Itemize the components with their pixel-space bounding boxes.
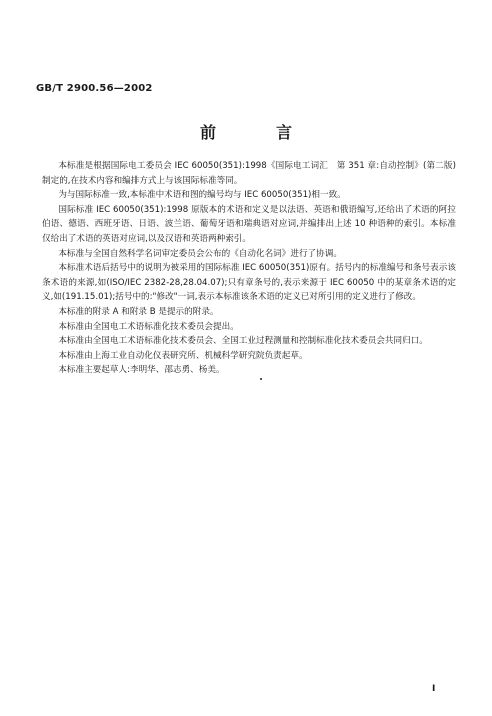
paragraph-numbering: 为与国际标准一致,本标准中术语和图的编号均与 IEC 60050(351)相一致。 xyxy=(58,190,346,201)
paragraph-drafters: 本标准主要起草人:李明华、邵志勇、杨美。 xyxy=(58,365,225,376)
paragraph-languages: 国际标准 IEC 60050(351):1998 原版本的术语和定义是以法语、英语和俄语编写,还给出了术语的阿拉伯语、德语、西班牙语、日语、波兰语、葡萄牙语和瑞典语对应词,并编排出上述 10 种语种的索引。本标准仅给出了术语的英语对应词,以及汉语和英语两种索引。 xyxy=(42,204,456,244)
paragraph-appendix: 本标准的附录 A 和附录 B 是提示的附录。 xyxy=(58,306,219,317)
paragraph-basis: 本标准是根据国际电工委员会 IEC 60050(351):1998《国际电工词汇 第 351 章:自动控制》(第二版)制定的,在技术内容和编排方式上与该国际标准等同。 xyxy=(42,161,456,186)
paragraph-coordination: 本标准与全国自然科学名词审定委员会公布的《自动化名词》进行了协调。 xyxy=(58,248,342,259)
page-number: Ⅰ xyxy=(432,684,436,694)
scan-speck xyxy=(260,378,262,380)
paragraph-brackets: 本标准术语后括号中的说明为被采用的国际标准 IEC 60050(351)原有。括号内的标准编号和条号表示该条术语的来源,如(ISO/IEC 2382-28,28.04.07);只有章条号的,表示来源于 IEC 60050 中的某章条术语的定义,如(191.15.01);括号中的:"修改"一词,表示本标准该条术语的定义已对所引用的定义进行了修改。 xyxy=(42,263,456,303)
standard-code: GB/T 2900.56—2002 xyxy=(36,83,153,94)
foreword-body xyxy=(42,159,456,378)
page-title: 前 言 xyxy=(199,123,314,142)
paragraph-proposed-by: 本标准由全国电工术语标准化技术委员会提出。 xyxy=(58,321,239,332)
paragraph-drafting-units: 本标准由上海工业自动化仪表研究所、机械科学研究院负责起草。 xyxy=(58,350,308,361)
paragraph-centralized: 本标准由全国电工术语标准化技术委员会、全国工业过程测量和控制标准化技术委员会共同归口。 xyxy=(58,336,428,347)
